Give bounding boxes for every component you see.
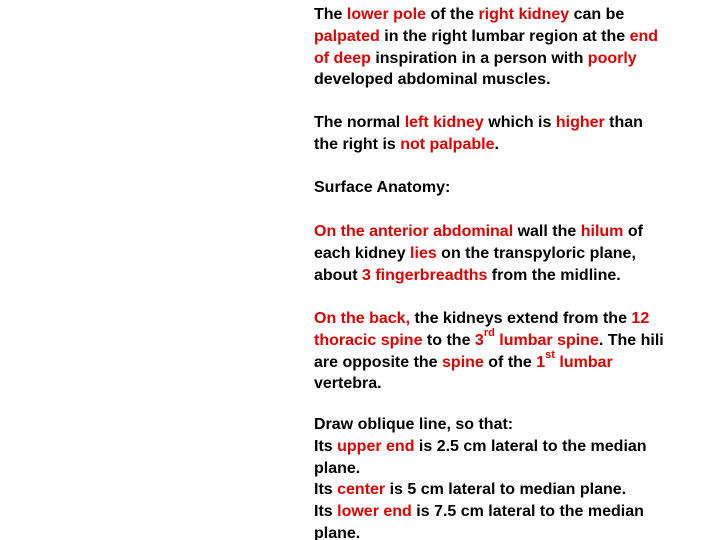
body-text: inspiration in a person with [370,49,588,67]
body-text: Surface Anatomy: [314,179,451,196]
highlighted-text: center [337,481,386,499]
body-text: to the [422,331,475,349]
text-line [314,414,720,436]
highlighted-text: lumbar [554,353,613,371]
body-text: is 5 cm lateral to median plane. [385,481,627,499]
text-line [314,48,720,70]
highlighted-text: of deep [314,49,371,67]
highlighted-text: 3 fingerbreadths [362,266,488,284]
text-line [314,327,720,352]
highlighted-text: palpated [314,27,380,45]
text-line [314,349,720,374]
body-text: about [314,266,362,284]
body-text: each kidney [314,244,411,262]
text-line [314,479,720,501]
highlighted-text: higher [555,114,605,131]
body-text: vertebra. [314,375,382,393]
highlighted-text: right kidney [478,6,570,23]
highlighted-text: On the anterior abdominal [314,223,514,240]
body-text: Draw oblique line, so that: [314,416,514,433]
text-line [314,26,720,48]
text-line [314,4,720,26]
body-text: of [623,223,643,240]
highlighted-text: upper end [337,437,415,455]
highlighted-text: 3 [474,331,484,349]
body-text: the right is [314,135,401,153]
highlighted-text: lies [410,244,437,262]
body-text: of the [426,6,479,23]
text-line [314,221,720,243]
body-text: . The hili [598,331,664,349]
text-line [314,134,720,156]
body-text: from the midline. [487,266,621,284]
highlighted-text: left kidney [404,114,484,131]
text-line [314,308,720,330]
body-text: the kidneys extend from the [410,310,632,327]
text-line [314,501,720,523]
highlighted-text: lower pole [346,6,427,23]
body-text: plane. [314,524,361,540]
body-text: wall the [513,223,581,240]
text-line [314,69,720,91]
ordinal-superscript: st [545,349,555,362]
text-line [314,523,720,540]
paragraph-anterior-wall-hilum [314,221,720,286]
body-text: developed abdominal muscles. [314,71,551,89]
text-line [314,373,720,395]
body-text: is 7.5 cm lateral to the median [411,503,644,521]
text-line [314,265,720,287]
paragraph-oblique-line [314,414,720,540]
body-text: Its [314,437,338,455]
paragraph-back-extent [314,308,720,395]
body-text: plane. [314,459,361,477]
text-line [314,177,720,199]
body-text: of the [483,353,537,371]
text-line [314,112,720,134]
highlighted-text: 12 [631,310,650,327]
highlighted-text: poorly [587,49,637,67]
body-text: in the right lumbar region at the [379,27,630,45]
body-text: can be [569,6,625,23]
body-text: on the transpyloric plane, [436,244,636,262]
paragraph-surface-anatomy-heading [314,177,720,199]
body-text: Its [314,481,338,499]
ordinal-superscript: rd [483,327,495,340]
highlighted-text: thoracic spine [314,331,423,349]
body-text: is 2.5 cm lateral to the median [414,437,647,455]
body-text: are opposite the [314,353,443,371]
highlighted-text: lower end [337,503,412,521]
body-text: The normal [314,114,405,131]
body-text: which is [483,114,556,131]
text-line [314,458,720,480]
text-line [314,436,720,458]
highlighted-text: lumbar spine [494,331,599,349]
highlighted-text: not palpable [400,135,495,153]
text-line [314,243,720,265]
paragraph-lower-pole-palpation [314,4,720,91]
highlighted-text: hilum [580,223,624,240]
body-text: The [314,6,347,23]
slide-text-area [314,0,720,540]
paragraph-left-kidney [314,112,720,156]
body-text: than [604,114,643,131]
highlighted-text: end [629,27,659,45]
highlighted-text: 1 [536,353,546,371]
body-text: Its [314,503,338,521]
body-text: . [494,135,499,153]
highlighted-text: On the back, [314,310,411,327]
highlighted-text: spine [442,353,484,371]
